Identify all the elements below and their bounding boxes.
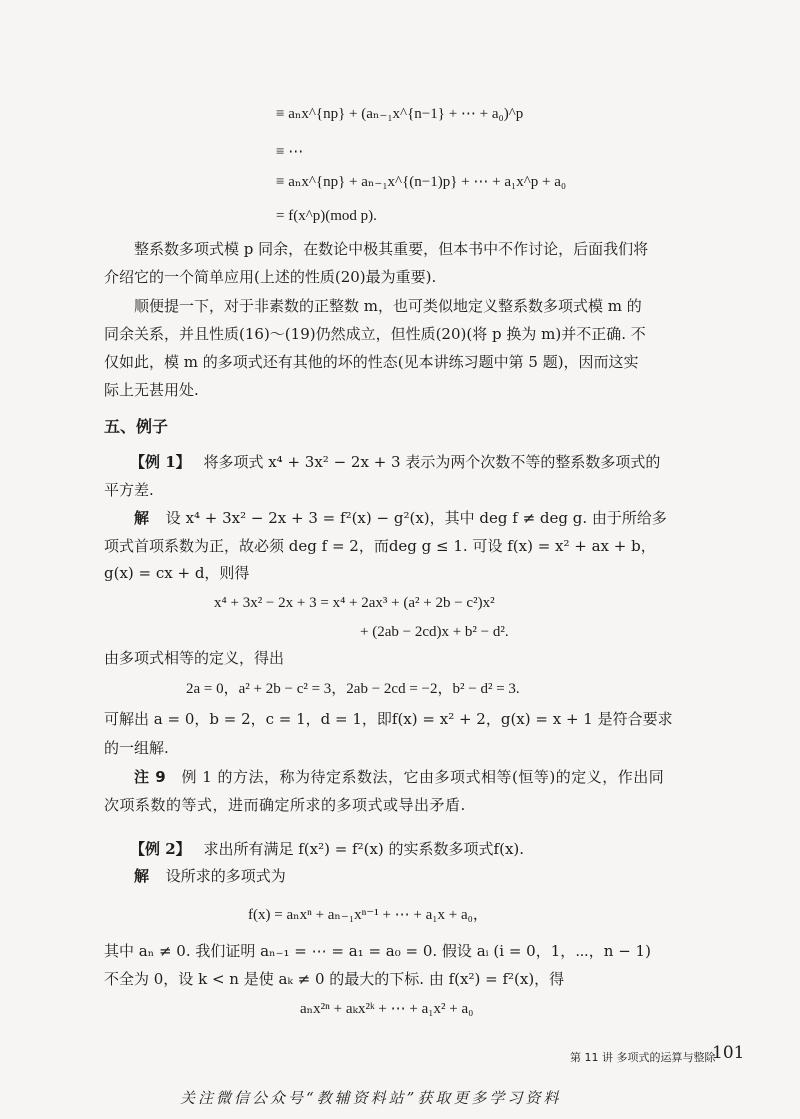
- example-2-label: 【例 2】: [130, 840, 191, 858]
- solution-1-line-2: 项式首项系数为正，故必须 deg f = 2，而deg g ≤ 1. 可设 f(x) = x² + ax + b，: [104, 537, 656, 555]
- note-9-line-2: 次项系数的等式，进而确定所求的多项式或导出矛盾.: [104, 796, 466, 814]
- paragraph-1-line-2: 介绍它的一个简单应用(上述的性质(20)最为重要).: [104, 268, 437, 286]
- solution-1-display-2: + (2ab − 2cd)x + b² − d².: [360, 624, 509, 640]
- solution-1-label: 解: [134, 509, 150, 527]
- solution-2-line-1: [134, 866, 286, 886]
- paragraph-2-line-3: 仅如此，模 m 的多项式还有其他的坏的性态(见本讲练习题中第 5 题)，因而这实: [104, 353, 639, 371]
- solution-2-label: 解: [134, 867, 150, 885]
- solution-1-line-4: 由多项式相等的定义，得出: [104, 649, 285, 667]
- example-1-label: 【例 1】: [130, 453, 191, 471]
- example-2-line-1: [130, 839, 524, 859]
- solution-1-line-3: g(x) = cx + d，则得: [104, 564, 250, 582]
- solution-2-line-2: 其中 aₙ ≠ 0. 我们证明 aₙ₋₁ = ⋯ = a₁ = a₀ = 0. 假设 aᵢ (i = 0，1，⋯，n − 1): [104, 942, 651, 960]
- note-9-text: 例 1 的方法，称为待定系数法，它由多项式相等(恒等)的定义，作出同: [181, 768, 665, 786]
- solution-2-text: 设所求的多项式为: [165, 867, 286, 885]
- solution-2-line-3: 不全为 0，设 k < n 是使 aₖ ≠ 0 的最大的下标. 由 f(x²) = f²(x)，得: [104, 970, 565, 988]
- congruence-line-2: ≡ ⋯: [276, 144, 304, 160]
- paragraph-2-line-1: 顺便提一下，对于非素数的正整数 m，也可类似地定义整系数多项式模 m 的: [134, 297, 642, 315]
- paragraph-2-line-4: 际上无甚用处.: [104, 381, 199, 399]
- example-1-line-2: 平方差.: [104, 481, 154, 499]
- section-heading: 五、例子: [104, 417, 169, 436]
- watermark-text: 关注微信公众号“教辅资料站”获取更多学习资料: [180, 1089, 562, 1107]
- example-2-text: 求出所有满足 f(x²) = f²(x) 的实系数多项式f(x).: [203, 840, 525, 858]
- solution-2-display-2: aₙx²ⁿ + aₖx²ᵏ + ⋯ + a₁x² + a₀: [300, 1001, 474, 1017]
- solution-1-line-1: [134, 508, 667, 528]
- note-9-label: 注 9: [134, 768, 167, 786]
- note-9-line-1: [134, 767, 664, 787]
- paragraph-1-line-1: 整系数多项式模 p 同余，在数论中极其重要，但本书中不作讨论，后面我们将: [134, 240, 649, 258]
- solution-1-display-3: 2a = 0，a² + 2b − c² = 3，2ab − 2cd = −2，b² − d² = 3.: [186, 681, 520, 697]
- solution-2-display-1: f(x) = aₙxⁿ + aₙ₋₁xⁿ⁻¹ + ⋯ + a₁x + a₀，: [248, 907, 488, 923]
- solution-1-text: 设 x⁴ + 3x² − 2x + 3 = f²(x) − g²(x)，其中 deg f ≠ deg g. 由于所给多: [165, 509, 667, 527]
- example-1-text: 将多项式 x⁴ + 3x² − 2x + 3 表示为两个次数不等的整系数多项式的: [203, 453, 661, 471]
- congruence-line-1: ≡ aₙx^{np} + (aₙ₋₁x^{n−1} + ⋯ + a₀)^p: [276, 106, 524, 122]
- page-number: 101: [712, 1043, 745, 1063]
- paragraph-2-line-2: 同余关系，并且性质(16)～(19)仍然成立，但性质(20)(将 p 换为 m)并不正确. 不: [104, 325, 646, 343]
- congruence-line-4: = f(x^p)(mod p).: [276, 208, 377, 224]
- solution-1-display-1: x⁴ + 3x² − 2x + 3 = x⁴ + 2ax³ + (a² + 2b − c²)x²: [214, 595, 495, 611]
- congruence-line-3: ≡ aₙx^{np} + aₙ₋₁x^{(n−1)p} + ⋯ + a₁x^p + a₀: [276, 174, 567, 190]
- solution-1-line-6: 的一组解.: [104, 739, 169, 757]
- example-1-line-1: [130, 452, 660, 472]
- solution-1-line-5: 可解出 a = 0，b = 2，c = 1，d = 1，即f(x) = x² + 2，g(x) = x + 1 是符合要求: [104, 710, 673, 728]
- running-footer-section: 第 11 讲 多项式的运算与整除: [570, 1051, 716, 1064]
